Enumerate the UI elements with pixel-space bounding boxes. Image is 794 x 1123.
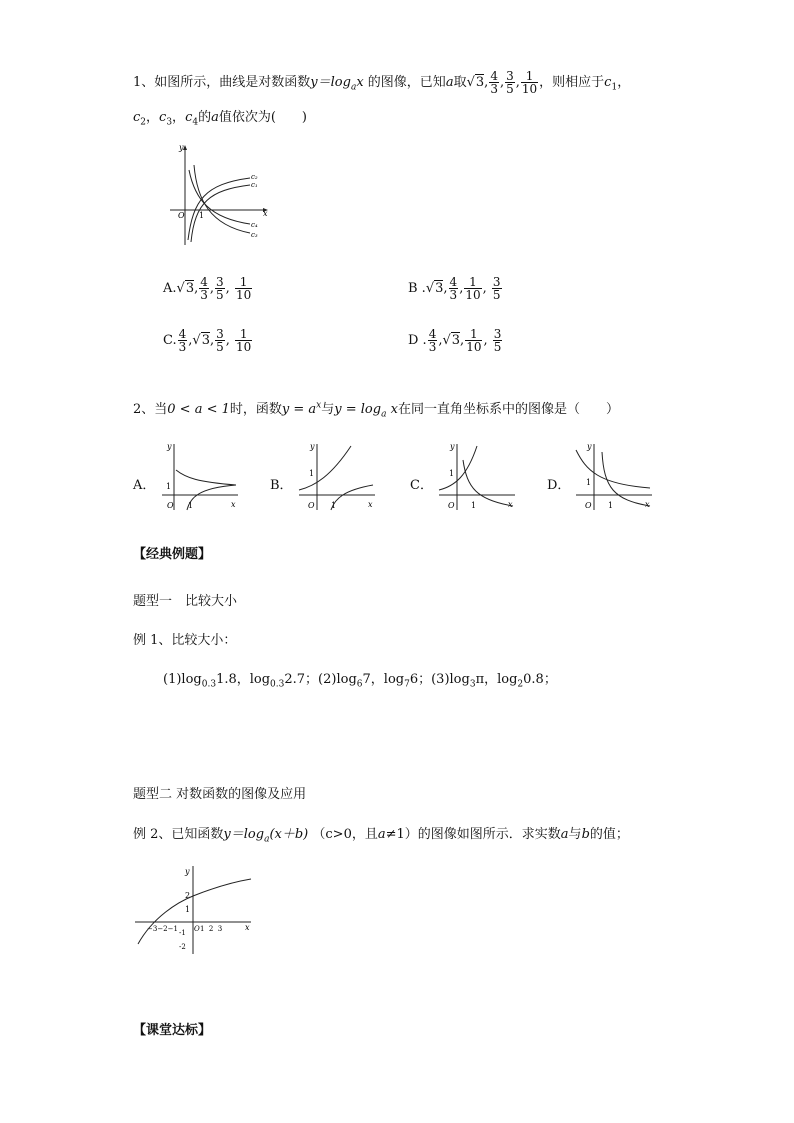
svg-text:x: x <box>245 923 250 932</box>
svg-text:y: y <box>167 442 172 451</box>
q2-choice-d-label[interactable]: D． <box>547 478 571 493</box>
q1-label-c4: c₄ <box>251 221 258 229</box>
q1-option-a[interactable]: A.√3, $\frac{4}{3}$ , $\frac{3}{5}$ , $\frac{1}{10}$ <box>163 275 252 302</box>
svg-text:O: O <box>308 501 315 510</box>
q2-graph-b[interactable] <box>295 440 377 512</box>
q1-line2: $c_2$，$c_3$，$c_4$的a值依次为( ) <box>133 110 308 128</box>
q2-choice-b-label[interactable]: B． <box>270 478 293 493</box>
svg-text:2: 2 <box>185 891 191 900</box>
svg-text:x: x <box>368 500 373 509</box>
svg-text:1: 1 <box>309 469 315 478</box>
ex2-stem: 例 2、已知函数$y=\log_a(x+b)$ （c>0，且a≠1）的图像如图所示．求实数a与b的值； <box>133 827 629 845</box>
q1-option-d[interactable]: D . $\frac{4}{3}$ ,√3, $\frac{1}{10}$ , $\frac{3}{5}$ <box>408 327 502 354</box>
svg-text:y: y <box>185 867 190 876</box>
q1-option-c[interactable]: C. $\frac{4}{3}$ ,√3, $\frac{3}{5}$ , $\frac{1}{10}$ <box>163 327 252 354</box>
q2-choice-a-label[interactable]: A． <box>133 478 156 493</box>
svg-text:x: x <box>508 500 513 509</box>
svg-text:-2: -2 <box>179 943 186 951</box>
svg-text:1: 1 <box>188 501 194 510</box>
svg-text:-1: -1 <box>179 929 186 937</box>
svg-text:y: y <box>587 442 592 451</box>
svg-text:1 2 3: 1 2 3 <box>200 925 223 933</box>
svg-text:y: y <box>450 442 455 451</box>
svg-text:O: O <box>585 501 592 510</box>
svg-text:O: O <box>167 501 174 510</box>
svg-text:1: 1 <box>608 501 614 510</box>
q1-y-label: y <box>179 143 184 152</box>
type2-title: 题型二 对数函数的图像及应用 <box>133 787 307 802</box>
svg-text:x: x <box>231 500 236 509</box>
svg-text:O: O <box>194 925 200 933</box>
svg-text:1: 1 <box>586 478 592 487</box>
ex1-parts: $(1)\log_{0.3}1.8$，$\log_{0.3}2.7$；$(2)\log_67$，$\log_76$；$(3)\log_3\pi$，$\log_20.8$； <box>163 672 557 690</box>
q1-label-c3: c₃ <box>251 231 258 239</box>
type1-title: 题型一 比较大小 <box>133 594 238 609</box>
q1-label-c2: c₂ <box>251 173 258 181</box>
q2-stem: 2、当0 < a < 1时，函数$y = a^x$与$y = \log_a x$在同一直角坐标系中的图像是（ ） <box>133 400 619 420</box>
q1-x-label: x <box>263 209 268 218</box>
q2-choice-c-label[interactable]: C． <box>410 478 433 493</box>
q2-graph-c[interactable] <box>435 440 517 512</box>
svg-text:1: 1 <box>166 482 172 491</box>
q2-graph-d[interactable] <box>572 440 654 512</box>
ex2-graph <box>133 862 258 957</box>
svg-text:1: 1 <box>331 501 337 510</box>
svg-text:1: 1 <box>185 905 191 914</box>
svg-text:x: x <box>645 500 650 509</box>
section-title-classroom: 【课堂达标】 <box>133 1023 212 1038</box>
svg-text:O: O <box>448 501 455 510</box>
q2-graph-a[interactable] <box>158 440 240 512</box>
ex1-title: 例 1、比较大小： <box>133 633 237 648</box>
svg-text:1: 1 <box>471 501 477 510</box>
q1-label-c1: c₁ <box>251 181 258 189</box>
section-title-examples: 【经典例题】 <box>133 547 212 562</box>
q1-origin: O <box>178 211 185 220</box>
q1-graph <box>165 140 275 250</box>
ex2-curve <box>138 879 251 944</box>
q1-line1: 1、如图所示，曲线是对数函数$y=\log_ax$ 的图像，已知a取√3, $\frac{4}{3}$ , $\frac{3}{5}$ , $\frac{1}{10}$ ，则相应于$c_1$， <box>133 69 631 96</box>
svg-text:1: 1 <box>449 469 455 478</box>
svg-text:y: y <box>310 442 315 451</box>
q1-option-b[interactable]: B .√3, $\frac{4}{3}$ , $\frac{1}{10}$ , $\frac{3}{5}$ <box>408 275 501 302</box>
svg-text:−3−2−1: −3−2−1 <box>147 925 178 933</box>
q1-one: 1 <box>199 211 205 220</box>
